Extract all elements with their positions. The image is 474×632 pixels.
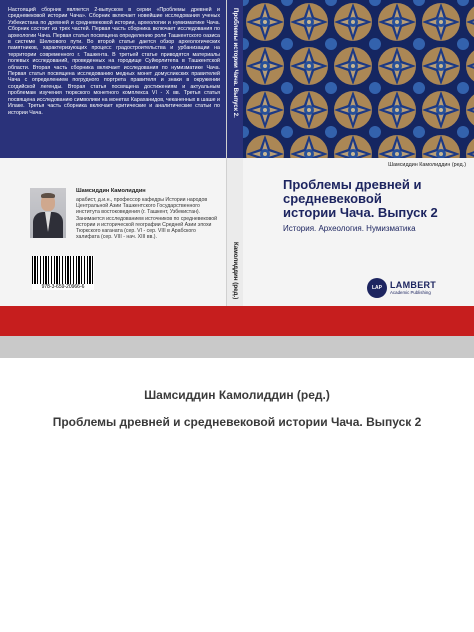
back-cover-blurb-panel <box>0 0 226 158</box>
author-bio: арабист, д.и.н., профессор кафедры Истории народов Центральной Азии Ташкентского Государственного института востоковедения (г. Ташкент, Узбекистан). Занимается исследованием источников по средневековой истории и исторической географии Средней Азии эпохи Тюркского каганата (сер. VI - сер. VIII в Арабского халифата (сер. VIII - нач. XIII вв.). <box>76 197 218 241</box>
front-cover-subtitle: История. Археология. Нумизматика <box>283 224 416 233</box>
spine-author: Камолиддин (ред.) <box>232 242 239 300</box>
author-photo <box>30 188 66 238</box>
front-cover-title-panel <box>243 158 474 306</box>
red-stripe <box>0 306 474 336</box>
mosaic-pattern-icon <box>243 0 474 158</box>
front-cover-title <box>283 178 438 220</box>
front-title-line-3: истории Чача. Выпуск 2 <box>283 205 438 220</box>
author-name: Шамсиддин Камолиддин <box>76 188 146 194</box>
spine-title: Проблемы истории Чача. Выпуск 2. <box>232 8 239 118</box>
isbn-barcode <box>32 256 94 290</box>
front-title-line-2: средневековой <box>283 191 382 206</box>
front-cover-mosaic-image <box>243 0 474 158</box>
publisher-badge-icon: LAP <box>367 278 387 298</box>
barcode-icon <box>32 256 94 284</box>
front-cover-author: Шамсиддин Камолиддин (ред.) <box>388 162 466 168</box>
back-cover-blurb: Настоящий сборник является 2-выпуском в серии «Проблемы древней и средневековой истории Чача». Сборник включает новейшие исследования ученых Узбекистана по древней и средневековой истории, археологии и нумизматике Чача. Сборник состоит из трех частей. Первая часть сборника включает исследования по археологии Чача. Первая статья посвящена определению роли Ташкентского оазиса в системе Шелкового пути. Во второй статье дается обзор археологических памятников, характеризующих процесс градостроительства и урбанизации на территории современного г. Ташкента. В третьей статье приводятся материалы полевых исследований, проведенных на городище Суйюрлитепа в Ташкентской области. Вторая часть сборника включает исследования по нумизматике Чача. Первая статья посвящена исследованию медных монет домусликских правителей Чача с определением погрудного портрета правителя и знаки в окружении согдийской легенды. Вторая статья посвящена достижениям и актуальным проблемам изучения тюркского монетного комплекса VI - X вв. Третья статья посвящена исследованию символики на монетах Караханидов, чеканенных в шаше и Илаке. Третья часть сборника включает критические и аналитические статьи по истории Чача. <box>8 7 220 116</box>
title-page-author: Шамсиддин Камолиддин (ред.) <box>144 388 330 402</box>
book-spine <box>226 0 244 306</box>
isbn-number: 978-3-659-20966-6 <box>41 284 85 290</box>
publisher-name: LAMBERT <box>390 280 437 290</box>
gray-stripe <box>0 336 474 358</box>
publisher-logo <box>367 278 437 298</box>
title-page-title: Проблемы древней и средневековой истории Чача. Выпуск 2 <box>52 415 422 429</box>
front-title-line-1: Проблемы древней и <box>283 177 422 192</box>
title-page <box>0 358 474 632</box>
publisher-tagline: Academic Publishing <box>390 290 431 295</box>
